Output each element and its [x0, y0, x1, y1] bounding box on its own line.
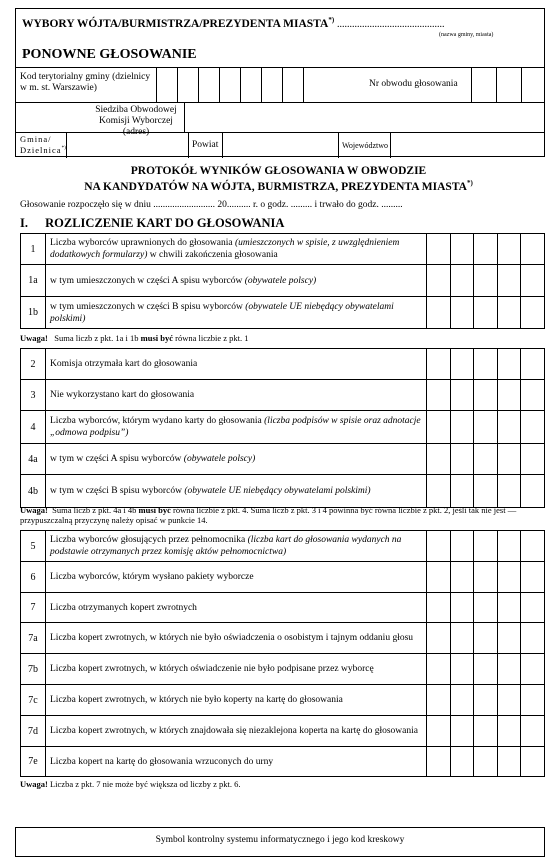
table-row	[20, 530, 545, 562]
digit-cell[interactable]	[497, 411, 521, 443]
digit-boxes	[427, 234, 544, 264]
wojewodztwo-field[interactable]	[392, 134, 542, 156]
election-title-sup: *)	[328, 16, 335, 24]
digit-cell[interactable]	[427, 265, 450, 296]
protocol-title-line1: PROTOKÓŁ WYNIKÓW GŁOSOWANIA W OBWODZIE	[130, 165, 427, 177]
note3	[20, 779, 545, 789]
powiat-label: Powiat	[192, 140, 219, 150]
row-number: 3	[21, 380, 46, 410]
digit-cell[interactable]	[450, 475, 474, 507]
protocol-title-sup: *)	[466, 179, 473, 187]
row-number: 7b	[21, 654, 46, 684]
row-text: Liczba wyborców głosujących przez pełnomocnika	[50, 535, 248, 545]
table-row	[20, 348, 545, 380]
digit-cell[interactable]	[427, 654, 450, 684]
digit-cell[interactable]	[473, 562, 497, 592]
row-number: 7a	[21, 623, 46, 653]
barcode-box	[15, 827, 545, 857]
row-description	[46, 265, 427, 296]
digit-cell[interactable]	[473, 623, 497, 653]
row-description	[46, 562, 427, 592]
row-description	[46, 444, 427, 474]
table-row	[20, 653, 545, 685]
digit-cell[interactable]	[497, 531, 521, 561]
digit-cell[interactable]	[497, 623, 521, 653]
row-text-italic: (liczba kart do głosowania wydanych na podstawie otrzymanych przez komisję aktów pełnomocnictwa)	[50, 535, 402, 557]
digit-cell[interactable]	[427, 297, 450, 328]
note2-after: równa liczbie z pkt. 4. Suma liczb z pkt. 3 i 4 powinna być równa liczbie z pkt. 2, jeśli tak nie jest — przypuszczalną przyczynę należy opisać w punkcie 14.	[20, 505, 517, 525]
digit-cell[interactable]	[520, 380, 544, 410]
digit-cell[interactable]	[497, 747, 521, 776]
district-number-cells[interactable]	[471, 67, 546, 102]
digit-cell[interactable]	[473, 654, 497, 684]
table-row	[20, 296, 545, 329]
district-number-label: Nr obwodu głosowania	[369, 79, 458, 89]
digit-cell[interactable]	[497, 380, 521, 410]
digit-cell[interactable]	[520, 623, 544, 653]
digit-boxes	[427, 444, 544, 474]
digit-cell[interactable]	[520, 716, 544, 746]
note2-bold: musi być	[138, 505, 171, 515]
digit-cell[interactable]	[473, 380, 497, 410]
row-description	[46, 297, 427, 328]
digit-cell[interactable]	[473, 531, 497, 561]
row-text: Liczba kopert zwrotnych, w których znajdowała się niezaklejona koperta na kartę do głosowania	[50, 726, 418, 736]
digit-cell[interactable]	[473, 747, 497, 776]
protocol-title-line2-text: NA KANDYDATÓW NA WÓJTA, BURMISTRZA, PREZYDENTA MIASTA	[84, 180, 467, 193]
digit-cell[interactable]	[450, 380, 474, 410]
digit-cell[interactable]	[450, 265, 474, 296]
table-row	[20, 684, 545, 716]
row-text: Nie wykorzystano kart do głosowania	[50, 390, 195, 400]
table-row	[20, 622, 545, 654]
row-text: Liczba kopert zwrotnych, w których oświadczenie nie było podpisane przez wyborcę	[50, 664, 374, 674]
row-text: Liczba wyborców uprawnionych do głosowania	[50, 238, 235, 248]
row-text: w tym w części A spisu wyborców	[50, 454, 184, 464]
commission-address-label: Siedziba Obwodowej Komisji Wyborczej (adres)	[95, 105, 177, 137]
row-text: w tym w części B spisu wyborców	[50, 486, 185, 496]
row-number: 1	[21, 234, 46, 264]
commission-address-field[interactable]	[186, 104, 541, 130]
digit-cell[interactable]	[497, 265, 521, 296]
row-number: 7	[21, 593, 46, 622]
digit-cell[interactable]	[497, 593, 521, 622]
row-description	[46, 685, 427, 715]
row-number: 4a	[21, 444, 46, 474]
election-title	[22, 16, 445, 30]
row-text: Liczba kopert zwrotnych, w których nie było koperty na kartę do głosowania	[50, 695, 343, 705]
row-text: Komisja otrzymała kart do głosowania	[50, 359, 198, 369]
row-description	[46, 380, 427, 410]
row-number: 5	[21, 531, 46, 561]
gmina-caption: (nazwa gminy, miasta)	[439, 32, 494, 38]
digit-cell[interactable]	[473, 265, 497, 296]
digit-cell[interactable]	[520, 593, 544, 622]
row-description	[46, 411, 427, 443]
election-title-text: WYBORY WÓJTA/BURMISTRZA/PREZYDENTA MIASTA	[22, 17, 329, 30]
digit-boxes	[427, 593, 544, 622]
digit-cell[interactable]	[520, 265, 544, 296]
row-text: w tym umieszczonych w części B spisu wyborców	[50, 301, 246, 312]
row-text-italic: (obywatele polscy)	[183, 454, 256, 464]
row-text: Liczba wyborców, którym wydano karty do głosowania	[50, 416, 265, 426]
digit-cell[interactable]	[473, 593, 497, 622]
digit-cell[interactable]	[427, 562, 450, 592]
row-description	[46, 531, 427, 561]
digit-boxes	[427, 654, 544, 684]
digit-cell[interactable]	[450, 234, 474, 264]
note3-label: Uwaga!	[20, 779, 48, 789]
digit-boxes	[427, 297, 544, 328]
row-description	[46, 623, 427, 653]
subtitle: PONOWNE GŁOSOWANIE	[22, 47, 197, 62]
digit-boxes	[427, 265, 544, 296]
row-text-after: w chwili zakończenia głosowania	[147, 250, 278, 260]
gmina-label-text: Gmina/ Dzielnica	[20, 134, 62, 155]
row-text: w tym umieszczonych w części A spisu wyborców	[50, 275, 245, 286]
row-number: 1b	[21, 297, 46, 328]
digit-cell[interactable]	[520, 475, 544, 507]
row-description	[46, 654, 427, 684]
row-number: 7c	[21, 685, 46, 715]
digit-boxes	[427, 685, 544, 715]
digit-cell[interactable]	[427, 234, 450, 264]
table-row	[20, 474, 545, 508]
voting-start-line: Głosowanie rozpoczęło się w dniu .......................... 20.......... r. o godz. ......... i trwało do godz. .........	[20, 200, 403, 210]
digit-cell[interactable]	[520, 444, 544, 474]
section1-heading	[20, 216, 284, 231]
row-number: 4	[21, 411, 46, 443]
row-text-italic: (obywatele polscy)	[244, 275, 317, 286]
header-box	[15, 8, 545, 157]
digit-cell[interactable]	[427, 685, 450, 715]
digit-cell[interactable]	[497, 716, 521, 746]
territorial-code-cells[interactable]	[156, 67, 371, 102]
note1-bold: musi być	[140, 333, 173, 343]
digit-cell[interactable]	[427, 380, 450, 410]
digit-cell[interactable]	[520, 349, 544, 379]
digit-cell[interactable]	[520, 297, 544, 328]
digit-cell[interactable]	[427, 623, 450, 653]
barcode-label: Symbol kontrolny systemu informatycznego i jego kod kreskowy	[155, 835, 405, 845]
digit-cell[interactable]	[520, 747, 544, 776]
digit-boxes	[427, 623, 544, 653]
row-number: 4b	[21, 475, 46, 507]
digit-cell[interactable]	[450, 562, 474, 592]
row-number: 7d	[21, 716, 46, 746]
table-row	[20, 410, 545, 444]
digit-cell[interactable]	[450, 444, 474, 474]
row-number: 6	[21, 562, 46, 592]
digit-cell[interactable]	[427, 475, 450, 507]
row-description	[46, 716, 427, 746]
digit-cell[interactable]	[450, 411, 474, 443]
gmina-dots: ...........................................	[337, 18, 445, 30]
digit-cell[interactable]	[427, 747, 450, 776]
digit-cell[interactable]	[473, 475, 497, 507]
section1-number: I.	[20, 216, 28, 230]
digit-cell[interactable]	[520, 234, 544, 264]
row-text-italic: (obywatele UE niebędący obywatelami polskimi)	[184, 486, 371, 496]
digit-cell[interactable]	[497, 654, 521, 684]
digit-cell[interactable]	[427, 411, 450, 443]
row-text-italic: (umieszczonych w spisie, z uwzględnieniem dodatkowych formularzy)	[50, 238, 400, 260]
table-row	[20, 379, 545, 411]
digit-cell[interactable]	[497, 562, 521, 592]
table-row	[20, 264, 545, 297]
digit-boxes	[427, 562, 544, 592]
note1-text: Suma liczb z pkt. 1a i 1b	[54, 333, 141, 343]
row-number: 2	[21, 349, 46, 379]
digit-cell[interactable]	[450, 531, 474, 561]
digit-cell[interactable]	[427, 349, 450, 379]
digit-cell[interactable]	[473, 685, 497, 715]
powiat-field[interactable]	[224, 134, 336, 156]
digit-cell[interactable]	[497, 297, 521, 328]
digit-cell[interactable]	[427, 531, 450, 561]
digit-boxes	[427, 380, 544, 410]
note2	[20, 505, 545, 525]
table-row	[20, 561, 545, 593]
digit-boxes	[427, 411, 544, 443]
digit-cell[interactable]	[520, 562, 544, 592]
digit-cell[interactable]	[473, 411, 497, 443]
digit-cell[interactable]	[520, 411, 544, 443]
digit-boxes	[427, 349, 544, 379]
territorial-code-label: Kod terytorialny gminy (dzielnicy w m. st. Warszawie)	[20, 72, 151, 93]
row-text: Liczba kopert na kartę do głosowania wrzuconych do urny	[50, 756, 274, 767]
row-description	[46, 593, 427, 622]
digit-cell[interactable]	[427, 593, 450, 622]
gmina-field[interactable]	[68, 134, 186, 156]
digit-cell[interactable]	[450, 654, 474, 684]
row-description	[46, 234, 427, 264]
digit-cell[interactable]	[450, 716, 474, 746]
gmina-label	[20, 134, 70, 155]
digit-cell[interactable]	[497, 349, 521, 379]
digit-cell[interactable]	[497, 475, 521, 507]
note1-after: równa liczbie z pkt. 1	[173, 333, 249, 343]
digit-cell[interactable]	[427, 716, 450, 746]
protocol-title-line2	[0, 179, 557, 193]
table-row	[20, 715, 545, 747]
digit-cell[interactable]	[450, 685, 474, 715]
digit-cell[interactable]	[473, 297, 497, 328]
digit-cell[interactable]	[450, 593, 474, 622]
digit-cell[interactable]	[497, 234, 521, 264]
row-description	[46, 349, 427, 379]
digit-cell[interactable]	[497, 685, 521, 715]
table-row	[20, 746, 545, 777]
digit-cell[interactable]	[520, 654, 544, 684]
digit-cell[interactable]	[520, 685, 544, 715]
row-text: Liczba wyborców, którym wysłano pakiety wyborcze	[50, 572, 254, 582]
digit-cell[interactable]	[427, 444, 450, 474]
table-row	[20, 592, 545, 623]
row-text: Liczba kopert zwrotnych, w których nie było oświadczenia o osobistym i tajnym oddaniu głosu	[50, 633, 414, 643]
row-text-italic: (obywatele UE niebędący obywatelami polskimi)	[50, 301, 394, 324]
note2-label: Uwaga!	[20, 505, 48, 515]
digit-cell[interactable]	[450, 623, 474, 653]
row-description	[46, 747, 427, 776]
digit-cell[interactable]	[450, 349, 474, 379]
gmina-label-sup: *)	[61, 146, 66, 151]
digit-cell[interactable]	[473, 234, 497, 264]
digit-cell[interactable]	[497, 444, 521, 474]
row-number: 7e	[21, 747, 46, 776]
row-text-italic: (liczba podpisów w spisie oraz adnotacje „odmowa podpisu”)	[50, 416, 421, 438]
digit-boxes	[427, 475, 544, 507]
digit-cell[interactable]	[473, 716, 497, 746]
note3-text: Liczba z pkt. 7 nie może być większa od liczby z pkt. 6.	[49, 779, 241, 789]
digit-cell[interactable]	[520, 531, 544, 561]
note1-label: Uwaga!	[20, 333, 48, 343]
digit-boxes	[427, 531, 544, 561]
wojewodztwo-label: Województwo	[342, 141, 389, 150]
digit-cell[interactable]	[450, 297, 474, 328]
digit-boxes	[427, 716, 544, 746]
table-row	[20, 233, 545, 265]
table-row	[20, 443, 545, 475]
note1	[20, 333, 545, 343]
section1-title: ROZLICZENIE KART DO GŁOSOWANIA	[45, 216, 285, 230]
digit-cell[interactable]	[473, 444, 497, 474]
row-description	[46, 475, 427, 507]
note2-text: Suma liczb z pkt. 4a i 4b	[52, 505, 139, 515]
row-number: 1a	[21, 265, 46, 296]
digit-cell[interactable]	[450, 747, 474, 776]
row-text: Liczba otrzymanych kopert zwrotnych	[50, 602, 197, 613]
digit-cell[interactable]	[473, 349, 497, 379]
digit-boxes	[427, 747, 544, 776]
